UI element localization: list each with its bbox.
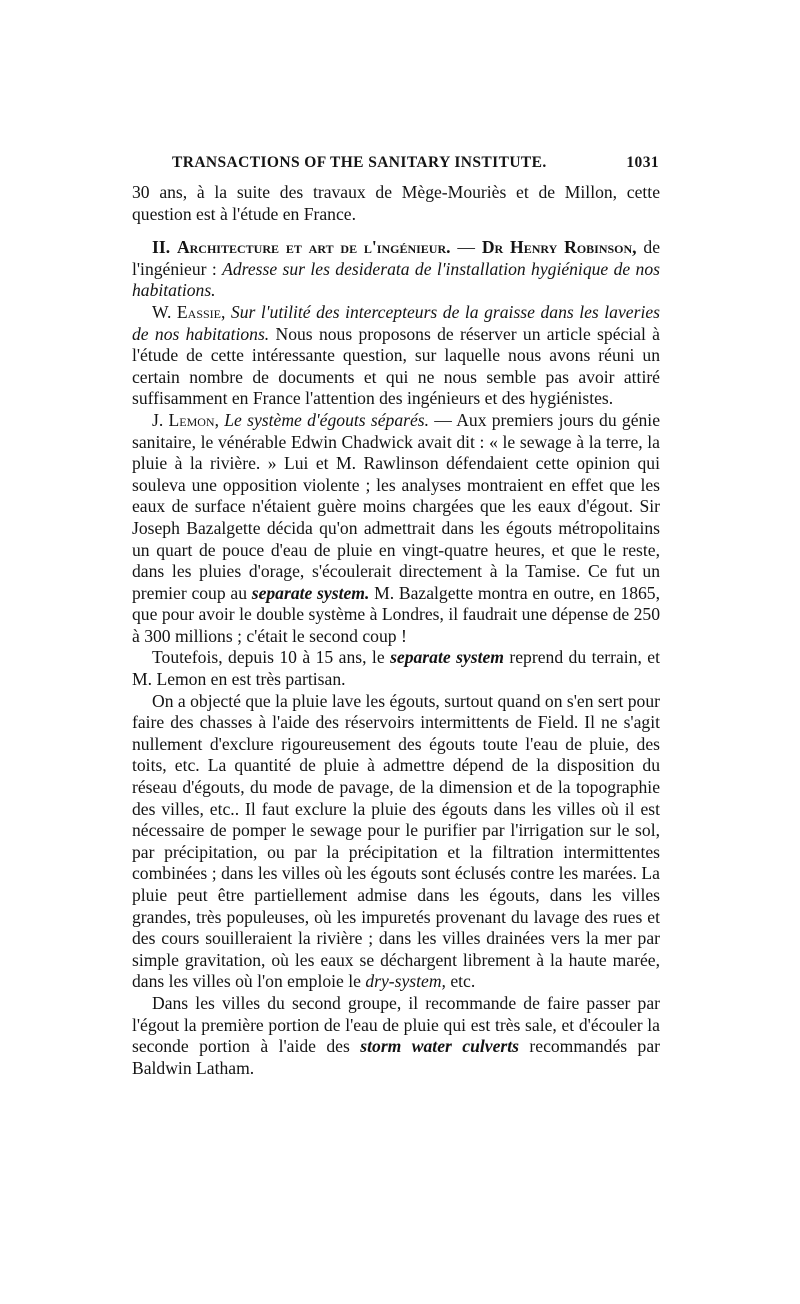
paragraph-lemon [132,410,660,648]
paragraph-text: recommandés par Baldwin Latham. [132,1036,660,1078]
paragraph-text: etc. [445,971,476,992]
emphasis-dry-system: dry-system, [365,971,446,992]
emphasis-separate-system: separate system. [251,582,370,603]
work-title-lemon: Le système d'égouts séparés. [219,409,430,430]
paragraph-continuation [132,182,660,225]
page-header [172,154,659,180]
running-title: TRANSACTIONS OF THE SANITARY INSTITUTE. [172,154,547,171]
paragraph-text: Dans les villes du second groupe, il recommande de faire passer par l'égout la première portion de l'eau de pluie qui est très sale, et d'écouler la seconde portion à l'aide des [132,992,660,1057]
paragraph-objection [132,691,660,993]
paragraph-text: reprend du terrain, et M. Lemon en est très partisan. [132,647,660,690]
body-text [132,182,660,1079]
paragraph-text: — Aux premiers jours du génie sanitaire, le vénérable Edwin Chadwick avait dit : « le sewage à la terre, la pluie à la rivière. » Lui et M. Rawlinson défendaient cette opinion qui souleva une opposition violente ; les analyses montraient en effet que les eaux de surface n'étaient guère moins chargées que les eaux d'égout. Sir Joseph Bazalgette décida qu'on admettrait dans les égouts métropolitains un quart de pouce d'eau de pluie en vingt-quatre heures, et que le reste, dans les pluies d'orage, s'écoulerait directement à la Tamise. Ce fut un premier coup au [132,409,661,603]
section-title: Architecture et art de l'ingénieur. [176,237,451,258]
work-title-eassie: Sur l'utilité des intercepteurs de la graisse dans les laveries de nos habitations. [132,301,660,344]
emphasis-storm-water-culverts: storm water culverts [360,1036,519,1057]
work-title-robinson: Adresse sur les desiderata de l'installation hygiénique de nos habitations. [132,258,660,301]
author-robinson: Dr Henry Robinson, [481,237,637,258]
author-role: de l'ingénieur : [132,237,660,279]
author-lemon: J. Lemon, [152,409,219,430]
paragraph-second-group [132,993,660,1079]
paragraph-section-ii [132,237,660,302]
author-eassie: W. Eassie, [152,301,226,322]
em-dash: — [450,237,482,258]
paragraph-text: Nous nous proposons de réserver un article spécial à l'étude de cette intéressante question, sur laquelle nous avons réuni un certain nombre de documents et qui ne nous semble pas avoir attiré suffisamment en France l'attention des ingénieurs et des hygiénistes. [132,323,660,409]
page-number: 1031 [626,154,659,171]
section-number: II. [152,237,171,258]
emphasis-separate-system: separate system [390,647,504,668]
paragraph-text: 30 ans, à la suite des travaux de Mège-Mouriès et de Millon, cette question est à l'étude en France. [132,182,660,224]
paragraph-toutefois [132,647,660,690]
paragraph-eassie [132,302,660,410]
paragraph-text: M. Bazalgette montra en outre, en 1865, que pour avoir le double système à Londres, il faudrait une dépense de 250 à 300 millions ; c'était le second coup ! [132,582,660,646]
paragraph-text: Toutefois, depuis 10 à 15 ans, le [152,647,391,668]
paragraph-text: On a objecté que la pluie lave les égouts, surtout quand on s'en sert pour faire des chasses à l'aide des réservoirs intermittents de Field. Il ne s'agit nullement d'exclure rigoureusement des égouts toute l'eau de pluie, des toits, etc. La quantité de pluie à admettre dépend de la disposition du réseau d'égouts, du mode de pavage, de la dimension et de la topographie des villes, etc.. Il faut exclure la pluie des égouts dans les villes où il est nécessaire de pomper le sewage pour le purifier par l'irrigation sur le sol, par précipitation, ou par la précipitation et la filtration intermittentes combinées ; dans les villes où les égouts sont éclusés contre les marées. La pluie peut être partiellement admise dans les égouts, dans les villes grandes, très populeuses, où les impuretés provenant du lavage des rues et des cours souilleraient la rivière ; dans les villes drainées vers la mer par simple gravitation, où les eaux se déchargent librement à la haute marée, dans les villes où l'on emploie le [132,690,660,992]
